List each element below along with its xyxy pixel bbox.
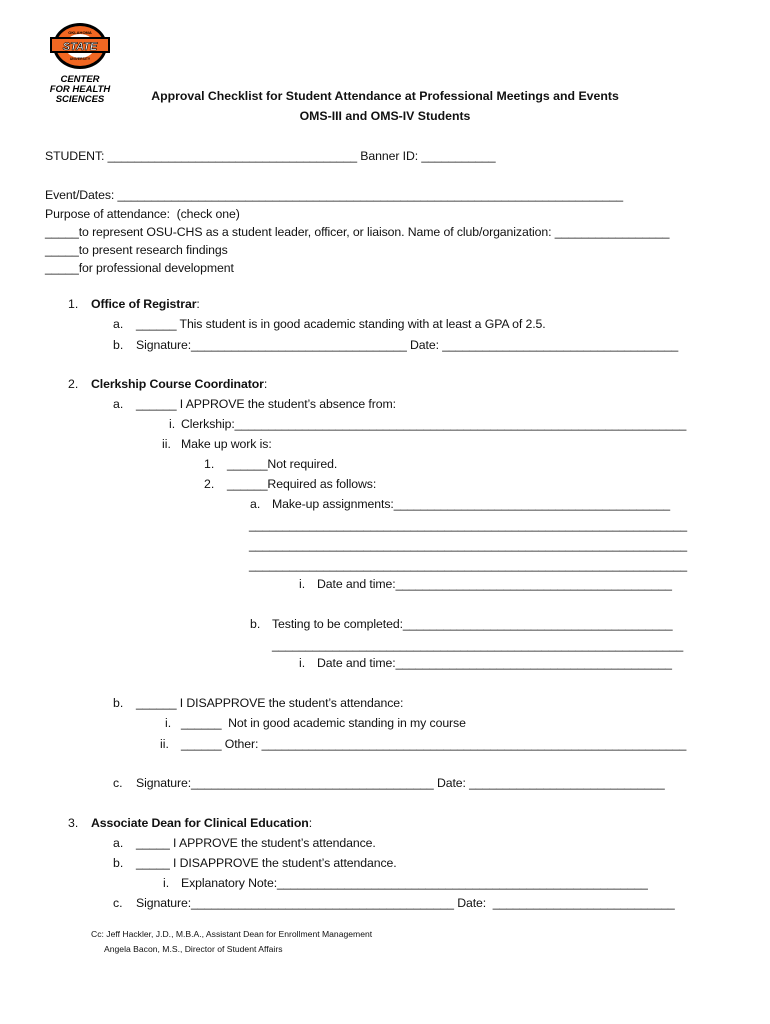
section2-number: 2. <box>68 377 79 391</box>
section2-n1-marker: 1. <box>204 457 215 471</box>
section2-other[interactable]: ______ Other: _______________________________________________________________ <box>181 737 687 751</box>
section1-colon: : <box>196 297 200 311</box>
purpose-option-leader[interactable]: _____to represent OSU-CHS as a student leader, officer, or liaison. Name of club/organization: _________________ <box>45 225 670 239</box>
section2-ii-marker: ii. <box>162 437 171 451</box>
section3-title: Associate Dean for Clinical Education <box>91 816 309 830</box>
event-dates-field[interactable]: Event/Dates: ___________________________________________________________________________ <box>45 188 623 202</box>
section2-required[interactable]: ______Required as follows: <box>227 477 377 491</box>
section3-c-marker: c. <box>113 896 123 910</box>
section2-datetime2-marker: i. <box>299 656 306 670</box>
section1-good-standing[interactable]: ______ This student is in good academic standing with at least a GPA of 2.5. <box>136 317 546 331</box>
section2-signature-date[interactable]: Signature:____________________________________ Date: _____________________________ <box>136 776 665 790</box>
logo-line1: CENTER <box>60 74 100 85</box>
section3-approve[interactable]: _____ I APPROVE the student’s attendance. <box>136 836 376 850</box>
section3-heading <box>91 816 312 831</box>
section2-testing-b-marker: b. <box>250 617 261 631</box>
section3-number: 3. <box>68 816 79 830</box>
section2-datetime-1[interactable]: Date and time:_________________________________________ <box>317 577 672 591</box>
section3-signature-date[interactable]: Signature:_______________________________________ Date: ___________________________ <box>136 896 675 910</box>
section1-signature-date[interactable]: Signature:________________________________ Date: ___________________________________ <box>136 338 679 352</box>
section3-b-marker: b. <box>113 856 124 870</box>
section1-heading <box>91 297 200 312</box>
section2-blank-line-1[interactable]: _________________________________________________________________ <box>249 518 688 532</box>
logo-line2: FOR HEALTH <box>49 84 111 95</box>
section2-heading <box>91 377 267 392</box>
section2-bi-marker: i. <box>165 716 172 730</box>
section3-disapprove[interactable]: _____ I DISAPPROVE the student’s attendance. <box>136 856 397 870</box>
section2-blank-line-3[interactable]: _________________________________________________________________ <box>249 558 688 572</box>
section3-explanatory-note[interactable]: Explanatory Note:_______________________________________________________ <box>181 876 648 890</box>
logo-text-state: STATE <box>62 41 98 53</box>
document-title: Approval Checklist for Student Attendance at Professional Meetings and Events <box>151 89 619 103</box>
section2-title: Clerkship Course Coordinator <box>91 377 264 391</box>
section2-disapprove[interactable]: ______ I DISAPPROVE the student’s attendance: <box>136 696 404 710</box>
cc-line-2: Angela Bacon, M.S., Director of Student Affairs <box>104 944 283 954</box>
section2-makeup-a-marker: a. <box>250 497 261 511</box>
section1-number: 1. <box>68 297 79 311</box>
section1-b-marker: b. <box>113 338 124 352</box>
section2-a-marker: a. <box>113 397 124 411</box>
section2-not-good-standing[interactable]: ______ Not in good academic standing in my course <box>181 716 466 730</box>
section2-n2-marker: 2. <box>204 477 215 491</box>
section2-bii-marker: ii. <box>160 737 169 751</box>
section2-approve[interactable]: ______ I APPROVE the student’s absence from: <box>136 397 396 411</box>
section2-colon: : <box>263 377 268 391</box>
section2-b-marker: b. <box>113 696 124 710</box>
section2-c-marker: c. <box>113 776 123 790</box>
section2-not-required[interactable]: ______Not required. <box>227 457 338 471</box>
section3-a-marker: a. <box>113 836 124 850</box>
logo-text-university: UNIVERSITY <box>69 57 91 61</box>
section2-datetime1-marker: i. <box>299 577 306 591</box>
section3-i-marker: i. <box>163 876 170 890</box>
section2-testing[interactable]: Testing to be completed:________________________________________ <box>272 617 673 631</box>
section1-title: Office of Registrar <box>91 297 197 311</box>
section2-blank-line-2[interactable]: _________________________________________________________________ <box>249 538 688 552</box>
section2-i-marker: i. <box>169 417 176 431</box>
section2-blank-line-4[interactable]: _____________________________________________________________ <box>272 638 684 652</box>
section2-clerkship[interactable]: Clerkship:___________________________________________________________________ <box>181 417 687 431</box>
section3-colon: : <box>308 816 313 830</box>
logo-line3: SCIENCES <box>55 94 105 105</box>
cc-line-1: Cc: Jeff Hackler, J.D., M.B.A., Assistant Dean for Enrollment Management <box>91 929 373 939</box>
logo-text-top: OKLAHOMA <box>68 30 92 35</box>
document-subtitle: OMS-III and OMS-IV Students <box>299 109 471 123</box>
student-banner-field[interactable]: STUDENT: _____________________________________ Banner ID: ___________ <box>45 149 496 163</box>
section1-a-marker: a. <box>113 317 124 331</box>
section2-makeup-assignments[interactable]: Make-up assignments:_________________________________________ <box>272 497 671 511</box>
purpose-option-development[interactable]: _____for professional development <box>45 261 234 275</box>
purpose-label: Purpose of attendance: (check one) <box>45 207 240 221</box>
purpose-option-research[interactable]: _____to present research findings <box>45 243 228 257</box>
section2-makeup-label: Make up work is: <box>181 437 272 451</box>
section2-datetime-2[interactable]: Date and time:_________________________________________ <box>317 656 672 670</box>
